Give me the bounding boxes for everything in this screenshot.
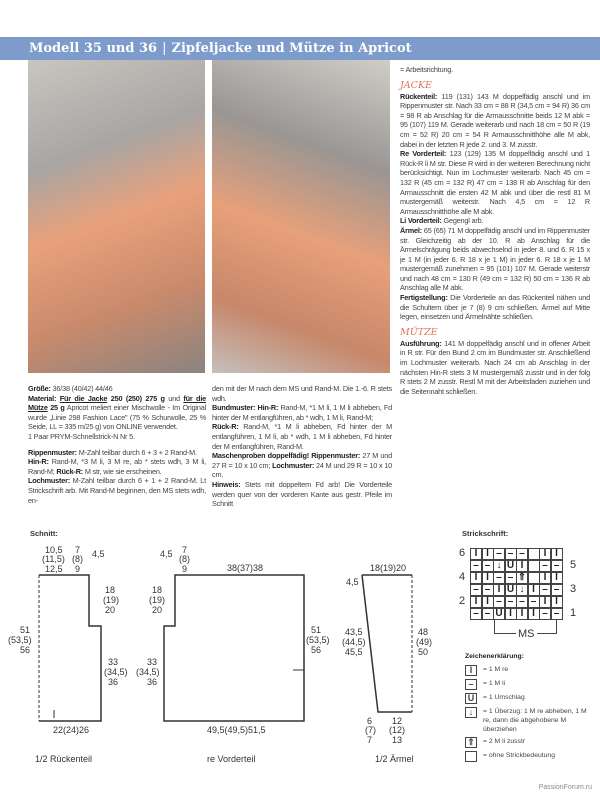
- text: und: [164, 393, 184, 403]
- sleeve-piece: [362, 575, 412, 712]
- chart-cell: I: [539, 572, 551, 584]
- chart-cell: –: [528, 596, 540, 608]
- row-number: 1: [570, 607, 577, 619]
- model-number: Modell 35 und 36: [29, 41, 158, 56]
- dim-label: 20: [105, 605, 116, 615]
- back-piece: [39, 575, 101, 721]
- sleeve-piece-label: 1/2 Ärmel: [375, 754, 414, 764]
- symbol-legend: [465, 652, 593, 765]
- dim-label: 4,5: [346, 577, 359, 587]
- dim-label: (19): [103, 595, 120, 605]
- watermark: PassionForum.ru: [538, 784, 592, 791]
- text: Stets mit doppeltem Fd arb! Die Vorderteile werden quer von der vorderen Kante aus gestr. Pfeile im Schnitt: [212, 479, 392, 509]
- dim-label: 12,5: [45, 564, 63, 574]
- chart-cell: I: [505, 608, 517, 620]
- chart-title: Strickschrift:: [462, 529, 509, 538]
- dim-label: (8): [72, 554, 83, 564]
- legend-item: [465, 665, 593, 676]
- dim-label: (7): [365, 725, 376, 735]
- dim-label: (53,5): [306, 635, 330, 645]
- label: Li Vorderteil:: [400, 216, 442, 226]
- chart-cell: ↓: [516, 584, 528, 596]
- dim-label: 51: [20, 625, 31, 635]
- chart-cell: –: [551, 584, 563, 596]
- dim-label: 36: [147, 677, 158, 687]
- chart-cell: I: [551, 548, 563, 560]
- chart-cell: –: [470, 584, 482, 596]
- dim-label: (8): [179, 554, 190, 564]
- row-number: 2: [459, 595, 466, 607]
- legend-item: [465, 707, 593, 734]
- header-separator: |: [162, 41, 167, 56]
- legend-symbol-icon: –: [465, 679, 477, 690]
- text: Gegengl arb.: [441, 216, 484, 226]
- label: Bundmuster: Hin-R:: [212, 403, 279, 413]
- legend-item: [465, 737, 593, 748]
- chart-cell: I: [482, 548, 494, 560]
- chart-cell: –: [539, 584, 551, 596]
- chart-cell: –: [516, 548, 528, 560]
- material-label: Material:: [28, 393, 57, 403]
- text: Rand-M, *1 M li, 1 M li abheben, Fd hinter der M entlangführen, ab * wdh, 1 M li, Rand-M;: [212, 403, 392, 422]
- text: M str, wie sie erscheinen.: [83, 466, 162, 476]
- label: Lochmuster:: [272, 460, 315, 470]
- legend-text: = 1 M li: [483, 680, 506, 687]
- chart-cell: –: [551, 608, 563, 620]
- size-label: Größe:: [28, 384, 51, 393]
- dim-label: 12: [392, 716, 403, 726]
- legend-symbol-icon: [465, 751, 477, 762]
- legend-text: = 1 M re: [483, 666, 509, 673]
- row-number: 4: [459, 571, 466, 583]
- section-title-jacket: JACKE: [400, 79, 432, 91]
- dim-label: 36: [108, 677, 119, 687]
- dim-label: 56: [311, 645, 322, 655]
- chart-cell: I: [539, 548, 551, 560]
- chart-cell: [528, 560, 540, 572]
- back-piece-label: 1/2 Rückenteil: [35, 754, 93, 764]
- text: Rand-M, *1 M li abheben, Fd hinter der M entlangführen, 1 M li, ab * wdh, 1 M li abheben, Fd hinter der M entlangführen, Rand-M.: [212, 422, 392, 451]
- text: Rand-M, *3 M li, 3 M re, ab * stets wdh, 3 M li, Rand-M;: [28, 457, 206, 476]
- text: Die Vorderteile an das Rückenteil nähen und die Schultern über je 7 (8) 9 cm schließen. Ärmel auf Mitte legen, einsetzen und Ärmelnähte schließen.: [400, 293, 590, 322]
- chart-cell: ⇑: [517, 572, 527, 583]
- label: Maschenproben doppelfädig! Rippenmuster:: [212, 451, 361, 461]
- page-title: Zipfeljacke und Mütze in Apricot: [171, 41, 412, 56]
- dim-label: 7: [367, 735, 373, 745]
- legend-item: [465, 693, 593, 704]
- dim-label: 6: [367, 716, 373, 726]
- chart-cell: I: [493, 584, 505, 596]
- needles: 1 Paar PRYM-Schnellstrick-N Nr 5.: [28, 431, 135, 441]
- section-title-hat: MÜTZE: [400, 326, 438, 338]
- legend-item: [465, 679, 593, 690]
- chart-cell: [528, 548, 540, 560]
- text: M-Zahl teilbar durch 6 + 1 + 2 Rand-M. Lt Strickschrift arb. Mit Rand-M beginnen, den MS stets wdh, en-: [28, 476, 206, 505]
- label: Hin-R:: [28, 457, 49, 467]
- chart-cell: –: [551, 560, 563, 572]
- chart-cell: –: [493, 548, 505, 560]
- size-value: 36/38 (40/42) 44/46: [50, 384, 113, 393]
- dim-label: 33: [147, 657, 158, 667]
- material-hat: für die Mütze: [28, 393, 207, 413]
- chart-cell: –: [505, 548, 517, 560]
- dim-label: 43,5: [345, 627, 363, 637]
- dim-label: 20: [152, 605, 163, 615]
- dim-label: 9: [75, 564, 81, 574]
- chart-cell: I: [482, 572, 494, 584]
- chart-cell: I: [551, 596, 563, 608]
- chart-cell: –: [539, 560, 551, 572]
- repeat-label: MS: [518, 628, 535, 640]
- dim-label: (12): [389, 725, 406, 735]
- legend-symbol-icon: ↓: [465, 707, 477, 718]
- text: 24 M und 29 R = 10 x 10 cm.: [212, 460, 392, 480]
- chart-cell: –: [470, 560, 482, 572]
- dim-label: (49): [416, 637, 433, 647]
- dim-label: 9: [182, 564, 188, 574]
- legend-text: = 2 M li zusstr: [483, 738, 526, 745]
- text: 141 M doppelfädig anschl und in offener Arbeit in R str. Für den Bund 2 cm im Bundmuster str. Anschließend im Lochmuster weiterarb. Nach 24 cm ab Anschlag in der nächsten Hin-R stets 3 M mustergemäß zusstr und in der folg R stets 2 M zusstr. Restl M mit der Arbeitsfaden zuziehen und die Seitennaht schließen.: [400, 338, 590, 396]
- chart-cell: I: [516, 608, 528, 620]
- chart-cell: U: [505, 584, 517, 596]
- front-piece: [164, 575, 304, 721]
- dim-label: 51: [311, 625, 322, 635]
- legend-symbol-icon: I: [465, 665, 477, 676]
- dim-label: (44,5): [342, 637, 366, 647]
- label: Lochmuster:: [28, 476, 70, 486]
- chart-cell: I: [482, 596, 494, 608]
- text: 65 (65) 71 M doppelfädig anschl und im Rippenmuster str. Gleichzeitig ab der 10. R ab Anschlag für die Ärmelschrägung beids abwechselnd in jeder 8. und 6. R 15 x je 1 M (in jeder 6. R 18 x je 1 M) in jeder 6. R 18 x je 1 M mustergemäß zunehmen = 95 (101) 107 M. Gerade weiterstr und nach 48 cm = 130 R (49 cm = 132 R) 50 cm = 136 R ab Anschlag alle M abk.: [400, 225, 590, 293]
- row-number: 3: [570, 583, 577, 595]
- chart-cell: –: [539, 608, 551, 620]
- chart-cell: –: [493, 572, 505, 584]
- label: Hinweis:: [212, 479, 241, 489]
- chart-cell: I: [516, 560, 528, 572]
- legend-text: = ohne Strickbedeutung: [483, 752, 555, 759]
- material-jacket: Für die Jacke: [59, 393, 108, 403]
- dim-label: (11,5): [42, 554, 65, 564]
- text: 27 M und 27 R = 10 x 10 cm;: [212, 451, 392, 470]
- text: 119 (131) 143 M doppelfädig anschl und im Rippenmuster str. Nach 33 cm = 88 R (34,5 cm = 94 R) 36 cm = 98 R ab Anschlag für die Armausschnitte beids 12 M abk = 95 (107) 119 M. Gerade weiterarb und nach 18 cm = 50 R (19 cm = 52 R) 20 cm = 54 R Armausschnitthöhe alle M abk, dabei in der letzten R jede 2. und 3. M zusstr.: [400, 91, 590, 149]
- dim-label: 45,5: [345, 647, 363, 657]
- label: Rück-R:: [56, 466, 83, 476]
- chart-cell: [528, 572, 540, 584]
- dim-label: 50: [418, 647, 429, 657]
- row-number: 5: [570, 559, 577, 571]
- material-weight: 250 (250) 275 g: [110, 393, 165, 403]
- dim-label: (34,5): [136, 667, 160, 677]
- chart-cell: –: [516, 596, 528, 608]
- dim-label: 7: [182, 545, 188, 555]
- label: Ausführung:: [400, 338, 442, 348]
- row-number: 6: [459, 547, 466, 559]
- legend-text: = 1 Umschlag: [483, 694, 525, 701]
- label: Ärmel:: [400, 225, 422, 235]
- chart-cell: –: [482, 560, 494, 572]
- dim-label: 18(19)20: [370, 563, 407, 573]
- dim-label: 10,5: [45, 545, 63, 555]
- dim-label: 13: [392, 735, 403, 745]
- dim-label: 18: [105, 585, 116, 595]
- dim-label: 38(37)38: [227, 563, 264, 573]
- chart-cell: U: [505, 560, 517, 572]
- legend-symbol-icon: ⇑: [465, 737, 477, 748]
- legend-title: Zeichenerklärung:: [465, 653, 524, 660]
- text: = Arbeitsrichtung.: [400, 65, 453, 74]
- label: Re Vorderteil:: [400, 149, 447, 159]
- dim-label: (34,5): [104, 667, 128, 677]
- chart-cell: ↓: [493, 560, 505, 572]
- chart-cell: I: [528, 584, 540, 596]
- chart-cell: –: [470, 608, 482, 620]
- dim-label: 18: [152, 585, 163, 595]
- material-hat-weight: 25 g: [50, 403, 65, 413]
- chart-cell: I: [528, 608, 540, 620]
- text: M-Zahl teilbar durch 6 + 3 + 2 Rand-M.: [76, 447, 197, 457]
- legend-text: = 1 Überzug: 1 M re abheben, 1 M re, dann die abgehobene M überziehen: [483, 708, 587, 733]
- chart-cell: –: [493, 596, 505, 608]
- chart-cell: –: [482, 608, 494, 620]
- chart-cell: I: [551, 572, 563, 584]
- chart-cell: U: [493, 608, 505, 620]
- dim-label: (53,5): [8, 635, 32, 645]
- chart-cell: I: [539, 596, 551, 608]
- text: 123 (129) 135 M doppelfädig anschl und 1 Rück-R li M str. Diese R wird in der weiteren Berechnung nicht berücksichtigt. Nun im Lochmuster weiterarb. Nach 45 cm = 132 R (45 cm = 132 R) 47 cm = 138 R ab Anschlag für den Armausschnitt die ersten 42 M abk und über die restl 81 M mustergemäß weiterstr. Nach 4,5 cm = 12 R Armausschnitthöhe alle M abk.: [400, 149, 590, 216]
- dim-label: (19): [149, 595, 166, 605]
- dim-label: 4,5: [160, 549, 173, 559]
- dim-label: 22(24)26: [53, 725, 90, 735]
- dim-label: 4,5: [92, 549, 105, 559]
- legend-symbol-icon: U: [465, 693, 477, 704]
- legend-item: [465, 751, 593, 762]
- front-piece-label: re Vorderteil: [207, 754, 256, 764]
- label: Rippenmuster:: [28, 447, 77, 457]
- chart-cell: –: [482, 584, 494, 596]
- chart-cell: I: [470, 548, 482, 560]
- dim-label: 7: [75, 545, 81, 555]
- chart-cell: –: [505, 596, 517, 608]
- chart-cell: I: [470, 596, 482, 608]
- dim-label: 33: [108, 657, 119, 667]
- schematic-title: Schnitt:: [30, 529, 58, 538]
- material-text: Apricot meliert einer Mischwolle - Im Original wurde „Linie 298 Fashion Lace" (75 % Schurwolle, 25 % Seide, LL = 335 m/25 g) von ONLINE verwendet.: [28, 403, 206, 432]
- chart-cell: –: [505, 572, 517, 584]
- label: Rückenteil:: [400, 91, 438, 101]
- dim-label: 48: [418, 627, 429, 637]
- text: den mit der M nach dem MS und Rand-M. Die 1.-6. R stets wdh.: [212, 384, 392, 403]
- dim-label: 56: [20, 645, 31, 655]
- dim-label: 49,5(49,5)51,5: [207, 725, 266, 735]
- chart-cell: I: [470, 572, 482, 584]
- label: Rück-R:: [212, 422, 239, 432]
- label: Fertigstellung:: [400, 293, 448, 303]
